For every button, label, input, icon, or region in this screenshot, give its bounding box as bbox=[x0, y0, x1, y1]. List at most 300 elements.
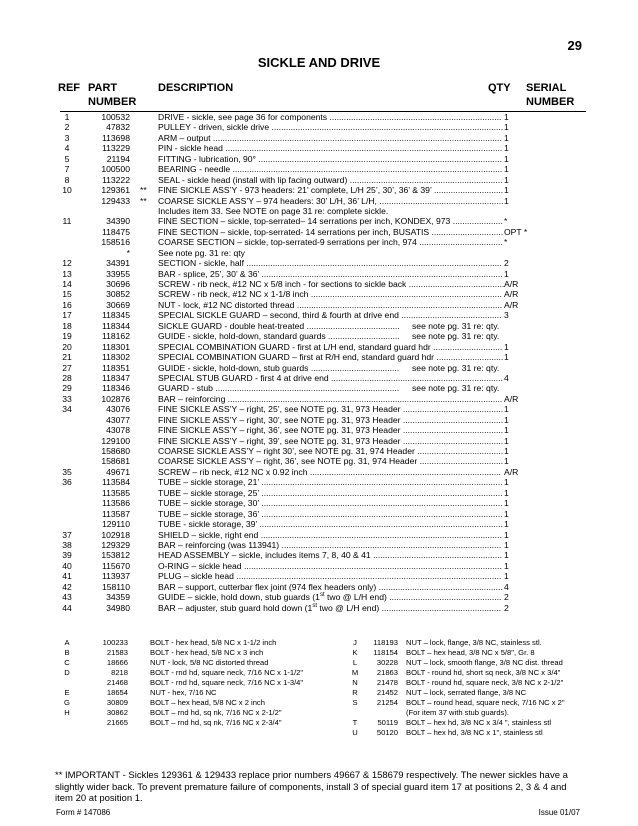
legend-row bbox=[0, 638, 638, 648]
row-part-number: 158681 bbox=[101, 456, 130, 467]
legend-description: BOLT – rnd hd, sq nk, 7/16 NC x 2-1/2" bbox=[150, 708, 282, 717]
row-ref: 12 bbox=[62, 258, 72, 269]
row-qty: 2 bbox=[504, 602, 509, 613]
legend-part-number: 30228 bbox=[376, 658, 398, 667]
row-part-number: 118345 bbox=[101, 310, 130, 321]
legend-part-number: 118154 bbox=[373, 648, 398, 657]
table-row bbox=[0, 216, 638, 226]
row-description: BAR - splice, 25’, 30’ & 36’ ..................................................................................................... bbox=[158, 268, 503, 279]
table-row bbox=[0, 321, 638, 331]
legend-part-number: 18666 bbox=[106, 658, 128, 667]
legend-part-number: 50120 bbox=[376, 728, 398, 737]
legend-description: NUT – lock, smooth flange, 3/8 NC dist. thread bbox=[406, 658, 563, 667]
table-row bbox=[0, 530, 638, 540]
table-row bbox=[0, 404, 638, 414]
row-qty: 1 bbox=[504, 456, 509, 467]
row-qty: 2 bbox=[504, 592, 509, 603]
row-description: FINE SECTION – sickle, top-serrated- 14 serrations per inch, BUSATIS .............................. bbox=[158, 226, 504, 237]
row-part-number: 43077 bbox=[106, 414, 130, 425]
table-row bbox=[0, 477, 638, 487]
row-ref: 13 bbox=[62, 268, 72, 279]
legend-letter: T bbox=[352, 718, 358, 727]
row-part-number: 113586 bbox=[101, 498, 130, 509]
row-qty: 1 bbox=[504, 425, 509, 436]
legend-description: NUT – lock, flange, 3/8 NC, stainless stl. bbox=[406, 638, 542, 647]
legend-row bbox=[0, 698, 638, 708]
row-part-number: 158516 bbox=[101, 237, 130, 248]
table-row bbox=[0, 436, 638, 446]
part-number-header: PART NUMBER bbox=[88, 82, 137, 108]
legend-letter: U bbox=[352, 728, 358, 737]
row-ref: 28 bbox=[62, 372, 72, 383]
row-ref: 5 bbox=[64, 153, 70, 164]
legend-description: NUT - hex, 7/16 NC bbox=[150, 688, 217, 697]
row-part-number: 49671 bbox=[106, 466, 130, 477]
legend-description: BOLT - rnd hd, square neck, 7/16 NC x 1-3/4" bbox=[150, 678, 304, 687]
table-row bbox=[0, 258, 638, 268]
row-part-number: 153812 bbox=[101, 550, 130, 561]
legend-letter: N bbox=[352, 678, 358, 687]
table-row bbox=[0, 373, 638, 383]
table-row bbox=[0, 331, 638, 341]
row-part-number: 118162 bbox=[101, 331, 130, 342]
table-row bbox=[0, 164, 638, 174]
row-ref: 7 bbox=[64, 164, 70, 175]
legend-description: BOLT – hex hd, 3/8 NC x 1", stainless stl bbox=[406, 728, 543, 737]
row-qty: * bbox=[504, 237, 508, 248]
table-row bbox=[0, 143, 638, 153]
legend-letter: H bbox=[64, 708, 70, 717]
row-qty: 1 bbox=[504, 571, 509, 582]
table-row bbox=[0, 582, 638, 592]
row-ref: 8 bbox=[64, 174, 70, 185]
legend-row bbox=[0, 678, 638, 688]
table-row bbox=[0, 446, 638, 456]
row-qty: 4 bbox=[504, 372, 509, 383]
legend-part-number: 50119 bbox=[377, 718, 398, 727]
table-row bbox=[0, 300, 638, 310]
legend-part-number: 21468 bbox=[106, 678, 128, 687]
table-row bbox=[0, 237, 638, 247]
row-part-number: * bbox=[126, 247, 130, 258]
legend-part-number: 30862 bbox=[106, 708, 128, 717]
row-part-number: 158110 bbox=[101, 581, 130, 592]
form-number: Form # 147086 bbox=[56, 808, 111, 817]
legend-description: BOLT - rnd hd, square neck, 7/16 NC x 1-1/2" bbox=[150, 668, 304, 677]
table-row bbox=[0, 488, 638, 498]
row-description: GUARD - stub ............................................................................. bbox=[158, 383, 400, 394]
table-row bbox=[0, 112, 638, 122]
legend-description: BOLT - hex head, 5/8 NC x 3 inch bbox=[150, 648, 264, 657]
row-description: TUBE – sickle storage, 25’ ..................................................................................................... bbox=[158, 487, 503, 498]
row-part-number: 129110 bbox=[101, 519, 130, 530]
row-qty: 1 bbox=[504, 352, 509, 363]
description-header: DESCRIPTION bbox=[158, 82, 234, 94]
row-description: SEAL - sickle head (install with lip facing outward) ................................................................ bbox=[158, 174, 503, 185]
table-row bbox=[0, 467, 638, 477]
legend-part-number: 30809 bbox=[106, 698, 128, 707]
row-part-number: 158680 bbox=[101, 446, 130, 456]
row-qty: * bbox=[504, 216, 508, 227]
legend-part-number: 21863 bbox=[376, 668, 398, 677]
row-qty: see note pg. 31 re: qty. bbox=[412, 362, 500, 373]
row-ref: 38 bbox=[62, 539, 72, 550]
row-description: ARM – output ......................................................................................................................... bbox=[158, 132, 502, 143]
table-row bbox=[0, 519, 638, 529]
row-description: TUBE – sickle storage, 21’ ..................................................................................................... bbox=[158, 477, 503, 488]
parts-table bbox=[0, 112, 638, 613]
table-row bbox=[0, 269, 638, 279]
row-description: SPECIAL STUB GUARD - first 4 at drive end ........................................................................ bbox=[158, 372, 503, 383]
row-description: PULLEY - driven, sickle drive ................................................................................................. bbox=[158, 122, 504, 133]
table-row bbox=[0, 196, 638, 206]
row-description: SCREW - rib neck, #12 NC x 1-1/8 inch ................................................................................ bbox=[158, 289, 502, 300]
row-part-number: 129329 bbox=[101, 539, 130, 550]
row-part-number: 118347 bbox=[101, 372, 130, 383]
row-part-number: 129433 bbox=[101, 195, 130, 206]
table-row bbox=[0, 352, 638, 362]
row-description: GUIDE - sickle, hold-down, standard guards .............................. bbox=[158, 331, 400, 342]
row-description: SICKLE GUARD - double heat-treated ....................................... bbox=[158, 320, 400, 331]
row-description: SPECIAL COMBINATION GUARD - first at L/H end, standard guard hdr ............................. bbox=[158, 341, 503, 352]
row-ref: 40 bbox=[62, 560, 72, 571]
row-part-number: 118302 bbox=[101, 352, 130, 363]
row-ref: 10 bbox=[62, 185, 72, 196]
row-description: HEAD ASSEMBLY – sickle, includes items 7, 8, 40 & 41 ...................................................... bbox=[158, 550, 503, 561]
row-description: See note pg. 31 re: qty bbox=[158, 247, 245, 258]
row-description: FINE SICKLE ASS’Y – right, 30’, see NOTE pg. 31, 973 Header .......................................... bbox=[158, 414, 504, 425]
row-qty: A/R bbox=[504, 393, 519, 404]
row-ref: 34 bbox=[62, 404, 72, 415]
row-qty: A/R bbox=[504, 279, 519, 289]
row-description: TUBE - sickle storage, 39’ ...................................................................................................... bbox=[158, 519, 503, 530]
table-row bbox=[0, 425, 638, 435]
row-note-marker: ** bbox=[140, 185, 147, 196]
legend-description: BOLT – hex head, 5/8 NC x 2 inch bbox=[150, 698, 265, 707]
row-ref: 27 bbox=[62, 362, 72, 373]
legend-description: BOLT – rnd hd, sq nk, 7/16 NC x 2-3/4" bbox=[150, 718, 282, 727]
table-row bbox=[0, 603, 638, 613]
row-description: SCREW – rib neck, #12 NC x 0.92 inch ................................................................................ bbox=[158, 466, 501, 477]
row-ref: 17 bbox=[62, 310, 72, 321]
row-part-number: 115670 bbox=[101, 560, 130, 571]
row-note-marker: ** bbox=[140, 195, 147, 206]
row-description: COARSE SECTION – sickle, top-serrated-9 serrations per inch, 974 ................................... bbox=[158, 237, 503, 248]
row-description: FITTING - lubrication, 90° ...................................................................................................... bbox=[158, 153, 502, 164]
row-ref: 18 bbox=[62, 320, 72, 331]
row-qty: 1 bbox=[504, 508, 509, 519]
row-ref: 20 bbox=[62, 341, 72, 352]
row-description: BAR – support, cutterbar flex joint (974 flex headers only) .................................................... bbox=[158, 581, 503, 592]
row-description: FINE SECTION – sickle, top-serrated– 14 serrations per inch, KONDEX, 973 ..................... bbox=[158, 216, 503, 227]
row-qty: 1 bbox=[504, 414, 509, 425]
row-qty: 1 bbox=[504, 404, 509, 415]
row-ref: 21 bbox=[62, 352, 72, 363]
row-qty: 1 bbox=[504, 529, 509, 540]
row-description: TUBE – sickle storage, 30’ ..................................................................................................... bbox=[158, 498, 503, 509]
row-part-number: 30852 bbox=[106, 289, 130, 300]
row-ref: 14 bbox=[62, 279, 72, 289]
legend-letter: K bbox=[352, 648, 358, 657]
row-description: BAR – adjuster, stub guard hold down (1st two @ L/H end) .................................................. bbox=[158, 602, 501, 613]
row-part-number: 113587 bbox=[101, 508, 130, 519]
qty-header: QTY bbox=[488, 82, 511, 94]
table-row bbox=[0, 550, 638, 560]
legend-part-number: 21478 bbox=[376, 678, 398, 687]
row-qty: 1 bbox=[504, 519, 509, 530]
legend-letter: S bbox=[352, 698, 358, 707]
table-row bbox=[0, 561, 638, 571]
row-qty: 1 bbox=[504, 435, 509, 446]
row-description: SHIELD – sickle, right end ..................................................................................................... bbox=[158, 529, 502, 540]
row-part-number: 34359 bbox=[106, 592, 130, 603]
table-row bbox=[0, 509, 638, 519]
legend-part-number: 21254 bbox=[376, 698, 398, 707]
table-row bbox=[0, 456, 638, 466]
row-ref: 33 bbox=[62, 393, 72, 404]
row-part-number: 113222 bbox=[101, 174, 130, 185]
table-row bbox=[0, 310, 638, 320]
legend-row bbox=[0, 708, 638, 718]
legend-letter: R bbox=[352, 688, 358, 697]
legend-row bbox=[0, 718, 638, 728]
row-part-number: 113584 bbox=[101, 477, 130, 488]
legend-letter: D bbox=[64, 668, 70, 677]
row-qty: 1 bbox=[504, 487, 509, 498]
legend-part-number: 21665 bbox=[106, 718, 128, 727]
table-row bbox=[0, 133, 638, 143]
row-part-number: 102918 bbox=[101, 529, 130, 540]
legend-letter: C bbox=[64, 658, 70, 667]
row-qty: see note pg. 31 re: qty. bbox=[412, 383, 500, 394]
row-qty: 1 bbox=[504, 122, 509, 133]
legend-row bbox=[0, 648, 638, 658]
row-qty: 1 bbox=[504, 195, 509, 206]
legend-description: (For item 37 with stub guards). bbox=[406, 708, 509, 717]
row-part-number: 34391 bbox=[106, 258, 130, 269]
row-part-number: 118351 bbox=[101, 362, 130, 373]
legend-description: NUT – lock, serrated flange, 3/8 NC bbox=[406, 688, 527, 697]
row-part-number: 113698 bbox=[101, 132, 130, 143]
legend-letter: L bbox=[352, 658, 358, 667]
row-description: NUT - lock, #12 NC distorted thread ...................................................................................... bbox=[158, 299, 503, 310]
row-qty: A/R bbox=[504, 289, 519, 300]
row-description: GUIDE – sickle, hold down, stub guards (1st two @ L/H end) ............................................... bbox=[158, 592, 502, 603]
row-description: FINE SICKLE ASS’Y – right, 25’, see NOTE pg. 31, 973 Header .......................................... bbox=[158, 404, 504, 415]
legend-description: BOLT – hex head, 3/8 NC x 5/8", Gr. 8 bbox=[406, 648, 535, 657]
row-qty: 1 bbox=[504, 550, 509, 561]
row-qty: 1 bbox=[504, 341, 509, 352]
legend-part-number: 8218 bbox=[111, 668, 128, 677]
row-description: BEARING - needle ................................................................................................................. bbox=[158, 164, 503, 175]
row-part-number: 33955 bbox=[106, 268, 130, 279]
table-row bbox=[0, 342, 638, 352]
row-part-number: 113229 bbox=[101, 143, 130, 154]
table-row bbox=[0, 227, 638, 237]
row-ref: 11 bbox=[62, 216, 72, 227]
table-row bbox=[0, 571, 638, 581]
row-qty: 1 bbox=[504, 164, 509, 175]
row-qty: see note pg. 31 re: qty. bbox=[412, 331, 500, 342]
table-row bbox=[0, 383, 638, 393]
row-description: FINE SICKLE ASS’Y – right, 39’, see NOTE pg. 31, 973 Header .......................................... bbox=[158, 435, 504, 446]
row-part-number: 34980 bbox=[106, 602, 130, 613]
table-row bbox=[0, 279, 638, 289]
row-description: COARSE SICKLE ASS’Y – right 30’, see NOTE pg. 31, 974 Header .................................... bbox=[158, 446, 504, 456]
table-row bbox=[0, 592, 638, 602]
row-part-number: 118346 bbox=[101, 383, 130, 394]
row-description: SPECIAL COMBINATION GUARD – first at R/H end, standard guard hdr ............................ bbox=[158, 352, 504, 363]
row-part-number: 113585 bbox=[101, 487, 130, 498]
row-qty: 1 bbox=[504, 539, 509, 550]
legend-letter: E bbox=[64, 688, 70, 697]
row-description: FINE SICKLE ASS’Y - 973 headers: 21’ complete, L/H 25’, 30’, 36’ & 39’ ............................. bbox=[158, 185, 504, 196]
legend-row bbox=[0, 688, 638, 698]
row-description: SCREW - rib neck, #12 NC x 5/8 inch - for sections to sickle back ........................................ bbox=[158, 279, 504, 289]
important-note: ** IMPORTANT - Sickles 129361 & 129433 replace prior numbers 49667 & 158679 respectively. The newer sickles have a slightly wider back. To prevent premature failure of components, install 3 of special guard item 17 at positions 2, 3 & 4 and item 20 at position 1. bbox=[55, 770, 568, 804]
row-description: TUBE – sickle storage, 36’ ..................................................................................................... bbox=[158, 508, 503, 519]
row-part-number: 30696 bbox=[106, 279, 130, 289]
row-description: SPECIAL SICKLE GUARD – second, third & fourth at drive end .......................................... bbox=[158, 310, 502, 321]
row-ref: 41 bbox=[62, 571, 72, 582]
row-ref: 29 bbox=[62, 383, 72, 394]
row-qty: 1 bbox=[504, 132, 509, 143]
row-qty: 1 bbox=[504, 174, 509, 185]
row-description: COARSE SICKLE ASS’Y – right, 36’, see NOTE pg. 31, 974 Header ................................... bbox=[158, 456, 504, 467]
legend-part-number: 100233 bbox=[102, 638, 128, 647]
row-description: FINE SICKLE ASS’Y – right, 36’, see NOTE pg. 31, 973 Header .......................................... bbox=[158, 425, 504, 436]
row-part-number: 43078 bbox=[106, 425, 130, 436]
row-ref: 15 bbox=[62, 289, 72, 300]
row-ref: 3 bbox=[64, 132, 70, 143]
row-part-number: 100532 bbox=[101, 112, 130, 122]
row-qty: 1 bbox=[504, 498, 509, 509]
legend-description: BOLT - round hd, square neck, 3/8 NC x 2-1/2" bbox=[406, 678, 564, 687]
legend-row bbox=[0, 728, 638, 738]
legend-letter: A bbox=[64, 638, 70, 647]
row-qty: 1 bbox=[504, 112, 509, 122]
row-part-number: 21194 bbox=[106, 153, 130, 164]
row-ref: 39 bbox=[62, 550, 72, 561]
row-ref: 16 bbox=[62, 299, 72, 310]
row-ref: 2 bbox=[64, 122, 70, 133]
legend-part-number: 21452 bbox=[376, 688, 398, 697]
table-row bbox=[0, 175, 638, 185]
row-part-number: 30669 bbox=[106, 299, 130, 310]
row-qty: 2 bbox=[504, 258, 509, 269]
legend-letter: J bbox=[353, 638, 357, 647]
row-description: COARSE SICKLE ASS’Y – 974 headers: 30’ L/H, 36’ L/H, .................................................... bbox=[158, 195, 504, 206]
table-row bbox=[0, 122, 638, 132]
row-part-number: 113937 bbox=[101, 571, 130, 582]
legend-description: BOLT - hex head, 5/8 NC x 1-1/2 inch bbox=[150, 638, 277, 647]
row-part-number: 102876 bbox=[101, 393, 130, 404]
row-ref: 19 bbox=[62, 331, 72, 342]
row-part-number: 129100 bbox=[101, 435, 130, 446]
ref-header: REF bbox=[58, 82, 80, 94]
legend-part-number: 21583 bbox=[106, 648, 128, 657]
table-row bbox=[0, 540, 638, 550]
legend-description: BOLT - round hd, short sq neck, 3/8 NC x 3/4" bbox=[406, 668, 561, 677]
row-part-number: 100500 bbox=[101, 164, 130, 175]
table-row bbox=[0, 363, 638, 373]
row-part-number: 129361 bbox=[101, 185, 130, 196]
legend-letter: B bbox=[64, 648, 70, 657]
legend-description: BOLT – round head, square neck, 7/16 NC x 2" bbox=[406, 698, 565, 707]
row-qty: 1 bbox=[504, 560, 509, 571]
row-ref: 44 bbox=[62, 602, 72, 613]
row-ref: 42 bbox=[62, 581, 72, 592]
serial-number-header: SERIAL NUMBER bbox=[526, 82, 575, 108]
row-part-number: 34390 bbox=[106, 216, 130, 227]
table-row bbox=[0, 289, 638, 299]
row-qty: 1 bbox=[504, 446, 509, 456]
row-part-number: 43076 bbox=[106, 404, 130, 415]
row-part-number: 118301 bbox=[101, 341, 130, 352]
row-part-number: 118344 bbox=[101, 320, 130, 331]
table-row bbox=[0, 154, 638, 164]
row-description: GUIDE - sickle, hold-down, stub guards ..................................... bbox=[158, 362, 400, 373]
row-ref: 37 bbox=[62, 529, 72, 540]
row-part-number: 47832 bbox=[106, 122, 130, 133]
row-qty: 4 bbox=[504, 581, 509, 592]
row-qty: 1 bbox=[504, 143, 509, 154]
table-row bbox=[0, 394, 638, 404]
row-qty: see note pg. 31 re: qty. bbox=[412, 320, 500, 331]
table-row bbox=[0, 248, 638, 258]
issue-date: Issue 01/07 bbox=[538, 808, 580, 817]
row-description: O-RING – sickle head ............................................................................................................ bbox=[158, 560, 502, 571]
row-description: PLUG – sickle head ............................................................................................................... bbox=[158, 571, 502, 582]
row-qty: 1 bbox=[504, 153, 509, 164]
legend-description: BOLT – hex hd, 3/8 NC x 3/4 ", stainless stl bbox=[406, 718, 552, 727]
row-ref: 1 bbox=[64, 112, 70, 122]
page-title: SICKLE AND DRIVE bbox=[257, 55, 381, 70]
row-ref: 4 bbox=[64, 143, 70, 154]
row-description: PIN - sickle head .................................................................................................................... bbox=[158, 143, 503, 154]
row-ref: 36 bbox=[62, 477, 72, 488]
row-qty: A/R bbox=[504, 466, 519, 477]
hardware-legend bbox=[0, 638, 638, 738]
row-description: SECTION - sickle, half ........................................................................................................... bbox=[158, 258, 502, 269]
row-description: BAR – reinforcing ................................................................................................................... bbox=[158, 393, 503, 404]
row-description: Includes item 33. See NOTE on page 31 re: complete sickle. bbox=[158, 205, 389, 216]
table-row bbox=[0, 206, 638, 216]
row-description: DRIVE - sickle, see page 36 for components ........................................................................ bbox=[158, 112, 502, 122]
row-ref: 43 bbox=[62, 592, 72, 603]
row-description: BAR – reinforcing (was 113941) ............................................................................................ bbox=[158, 539, 502, 550]
table-row bbox=[0, 498, 638, 508]
table-row bbox=[0, 185, 638, 195]
legend-letter: M bbox=[351, 668, 359, 677]
row-qty: A/R bbox=[504, 299, 519, 310]
row-ref: 35 bbox=[62, 466, 72, 477]
row-qty: 3 bbox=[504, 310, 509, 321]
legend-part-number: 18654 bbox=[106, 688, 128, 697]
table-row bbox=[0, 415, 638, 425]
row-part-number: 118475 bbox=[101, 226, 130, 237]
row-qty: 1 bbox=[504, 477, 509, 488]
legend-row bbox=[0, 668, 638, 678]
legend-part-number: 118193 bbox=[373, 638, 398, 647]
legend-letter: G bbox=[64, 698, 70, 707]
row-qty: OPT * bbox=[504, 226, 528, 237]
page-number: 29 bbox=[567, 38, 582, 53]
legend-description: NUT - lock, 5/8 NC distorted thread bbox=[150, 658, 269, 667]
legend-row bbox=[0, 658, 638, 668]
row-qty: 1 bbox=[504, 185, 509, 196]
row-qty: 1 bbox=[504, 268, 509, 279]
